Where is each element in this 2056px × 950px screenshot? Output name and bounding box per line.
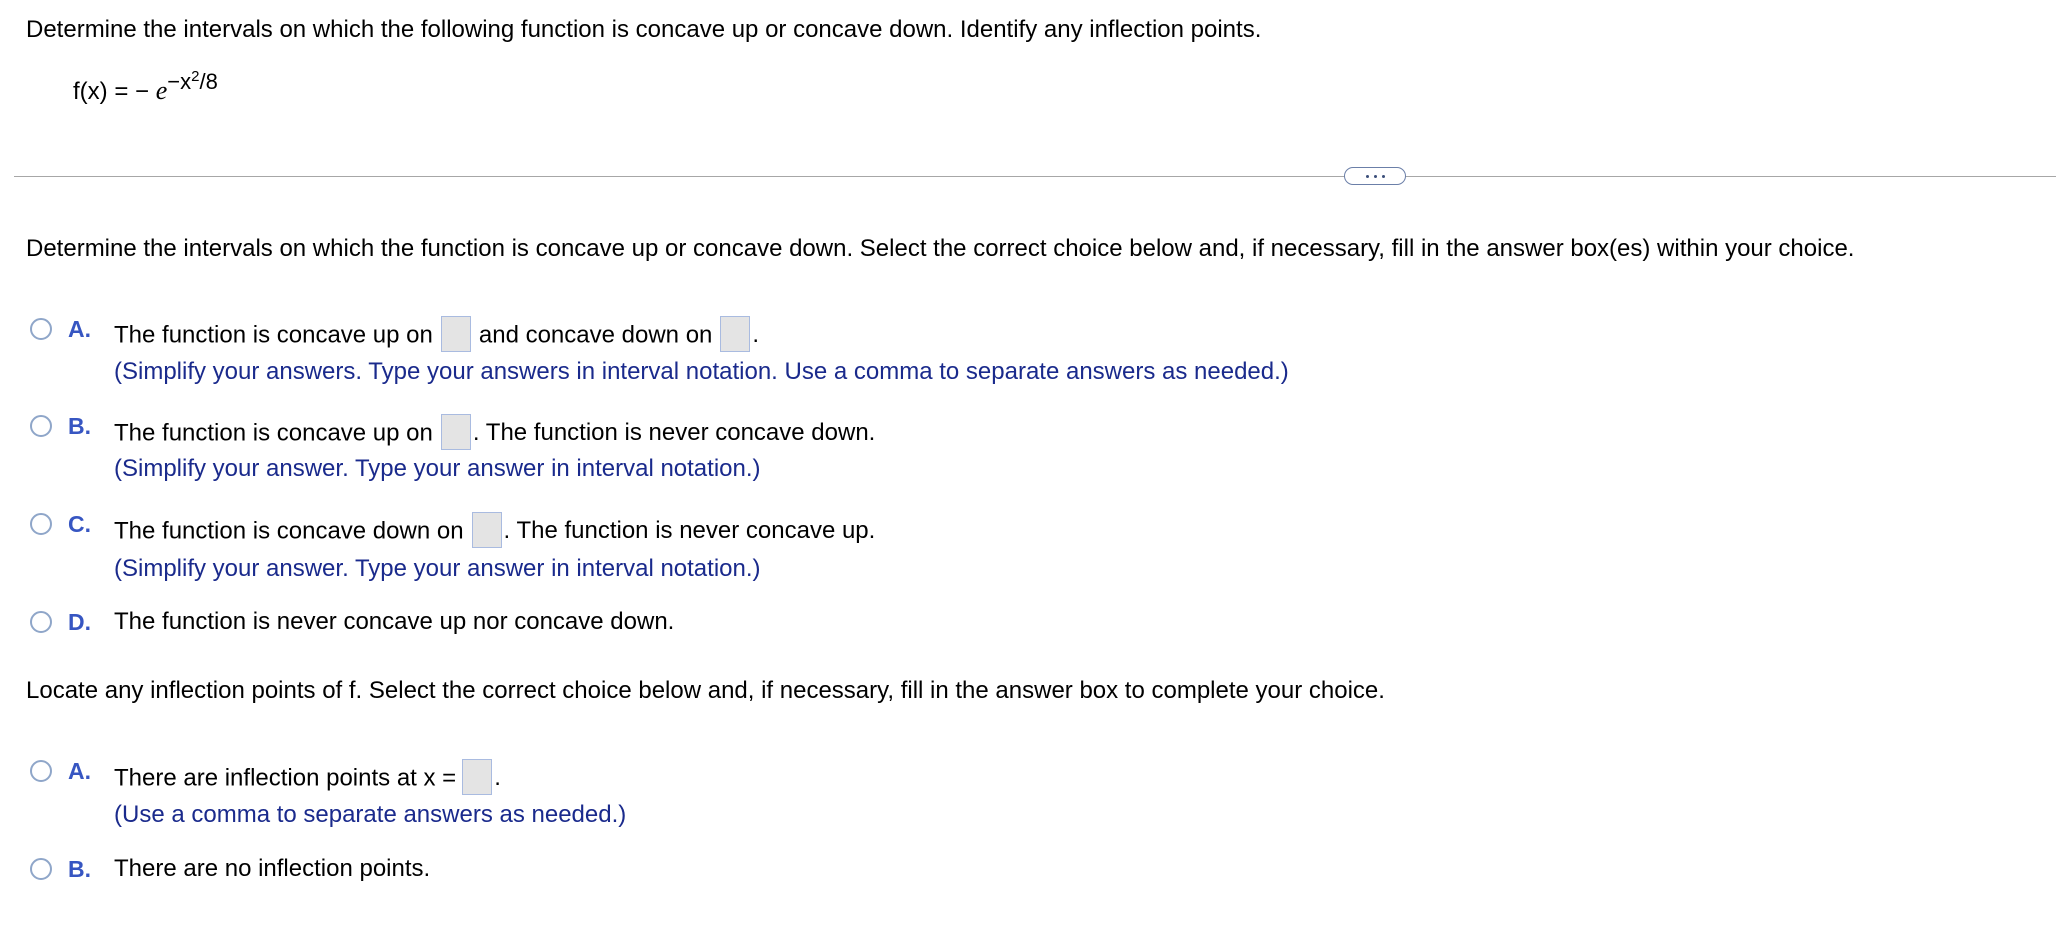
function-lhs: f(x) = <box>73 78 129 105</box>
more-options-button[interactable] <box>1344 167 1406 185</box>
function-negative-sign: − <box>135 78 150 105</box>
choice-text: The function is concave down on <box>114 517 464 545</box>
choice-text: . The function is never concave down. <box>472 419 876 447</box>
part1-choice-c-hint: (Simplify your answer. Type your answer in interval notation.) <box>114 555 761 582</box>
exponent-variable: x <box>180 69 192 94</box>
part2-choice-a-radio[interactable] <box>30 760 52 782</box>
part2-instruction: Locate any inflection points of f. Select the correct choice below and, if necessary, fill in the answer box to complete your choice. <box>26 677 1385 704</box>
part1-choice-b-text <box>114 416 875 452</box>
choice-text: There are inflection points at x = <box>114 764 457 792</box>
choice-text: The function is concave up on <box>114 321 433 349</box>
choice-text: . The function is never concave up. <box>503 517 876 545</box>
choice-text: . <box>752 321 760 349</box>
more-dot-icon <box>1366 175 1369 178</box>
concave-up-only-answer-box[interactable] <box>441 414 471 450</box>
question-prompt: Determine the intervals on which the following function is concave up or concave down. Identify any inflection points. <box>26 16 1262 43</box>
part2-choice-b-letter: B. <box>68 856 91 882</box>
part2-choice-b-radio[interactable] <box>30 858 52 880</box>
choice-text: . <box>494 764 501 792</box>
part2-choice-a-letter: A. <box>68 758 91 784</box>
part1-instruction: Determine the intervals on which the function is concave up or concave down. Select the correct choice below and, if necessary, fill in the answer box(es) within your choice. <box>26 235 1855 262</box>
concave-up-answer-box[interactable] <box>441 316 471 352</box>
part1-choice-a-text <box>114 318 759 354</box>
function-base: e <box>155 76 168 105</box>
part2-choice-a-text <box>114 761 501 797</box>
part1-choice-a-hint: (Simplify your answers. Type your answers in interval notation. Use a comma to separate answers as needed.) <box>114 358 1289 385</box>
part1-choice-c-radio[interactable] <box>30 513 52 535</box>
part1-choice-a-letter: A. <box>68 316 91 342</box>
exponent-power: 2 <box>191 68 200 85</box>
function-exponent <box>167 69 218 94</box>
choice-text: and concave down on <box>478 321 713 349</box>
concave-down-only-answer-box[interactable] <box>472 512 502 548</box>
part2-choice-a-hint: (Use a comma to separate answers as needed.) <box>114 801 627 828</box>
function-expression <box>73 68 218 106</box>
part2-choice-b-text: There are no inflection points. <box>114 855 431 882</box>
part1-choice-c-letter: C. <box>68 511 91 537</box>
part1-choice-d-radio[interactable] <box>30 611 52 633</box>
concave-down-answer-box[interactable] <box>720 316 750 352</box>
part1-choice-d-letter: D. <box>68 609 91 635</box>
choice-text: The function is concave up on <box>114 419 433 447</box>
part1-choice-d-text: The function is never concave up nor concave down. <box>114 608 675 635</box>
section-divider <box>14 176 2056 177</box>
part1-choice-b-radio[interactable] <box>30 415 52 437</box>
more-dot-icon <box>1382 175 1385 178</box>
more-dot-icon <box>1374 175 1377 178</box>
part1-choice-b-hint: (Simplify your answer. Type your answer in interval notation.) <box>114 455 761 482</box>
part1-choice-b-letter: B. <box>68 413 91 439</box>
part1-choice-c-text <box>114 514 875 550</box>
exponent-divisor: /8 <box>199 69 218 94</box>
exponent-negative: − <box>167 69 181 94</box>
part1-choice-a-radio[interactable] <box>30 318 52 340</box>
inflection-points-answer-box[interactable] <box>462 759 492 795</box>
